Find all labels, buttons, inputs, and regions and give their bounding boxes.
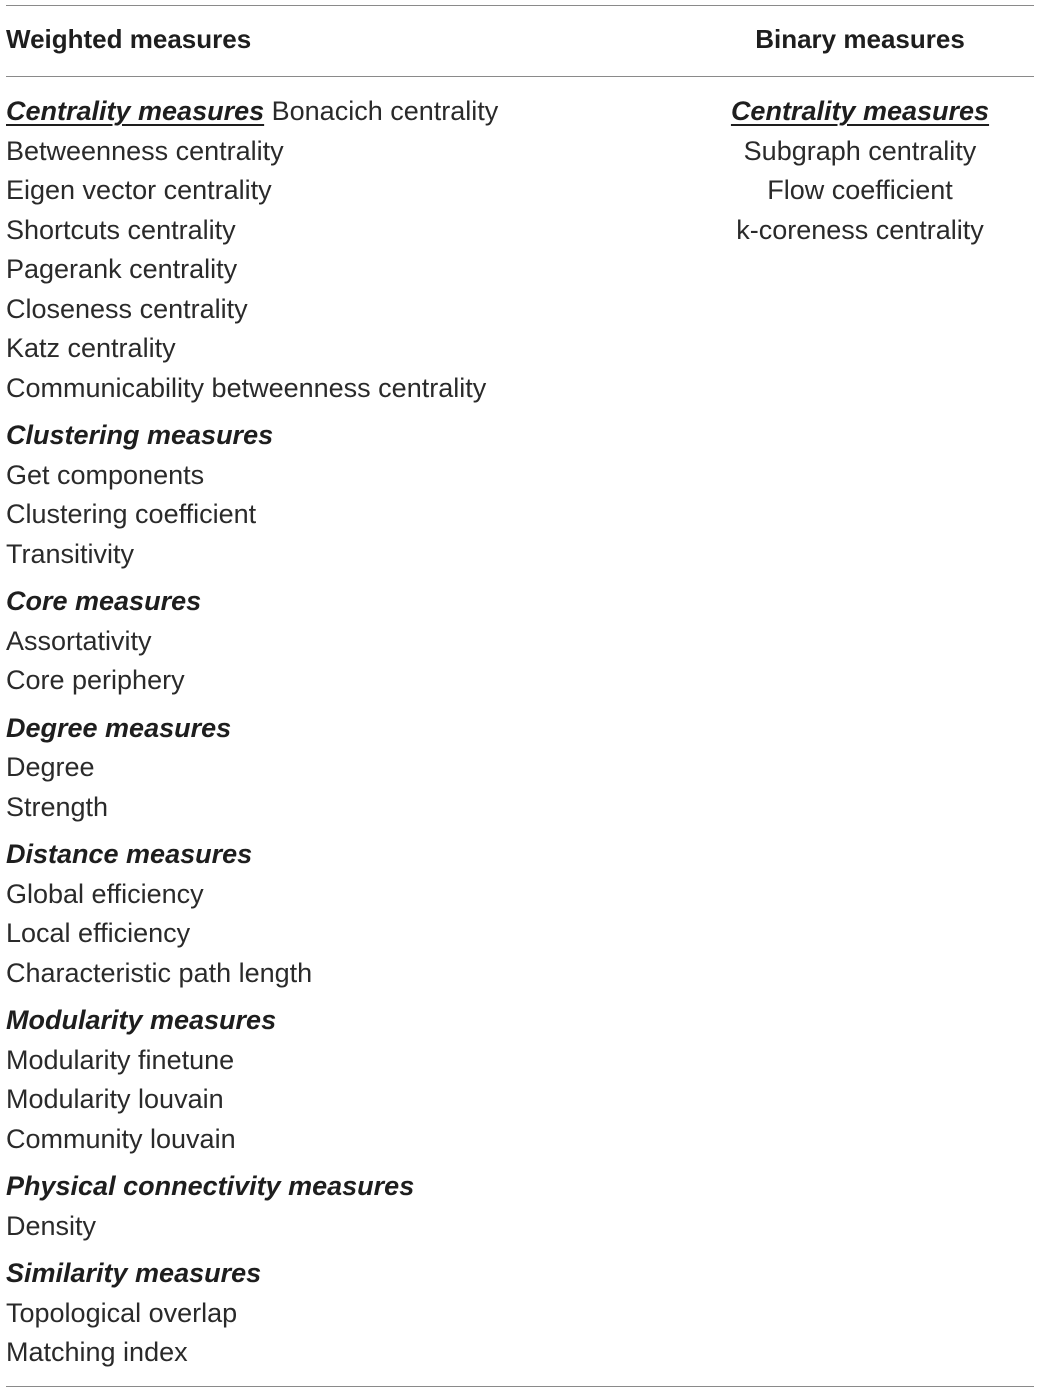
list-item: Matching index bbox=[6, 1337, 188, 1367]
group-heading: Core measures bbox=[6, 586, 202, 616]
list-item: Local efficiency bbox=[6, 918, 191, 948]
group-heading: Clustering measures bbox=[6, 420, 274, 450]
weighted-group-core bbox=[6, 582, 666, 701]
header-rule bbox=[6, 76, 1034, 77]
list-item: Katz centrality bbox=[6, 333, 176, 363]
group-heading: Similarity measures bbox=[6, 1258, 262, 1288]
weighted-measures-column bbox=[6, 92, 666, 1373]
group-heading: Distance measures bbox=[6, 839, 253, 869]
list-item: Clustering coefficient bbox=[6, 499, 257, 529]
list-item: Topological overlap bbox=[6, 1297, 238, 1328]
list-item: Degree bbox=[6, 752, 95, 782]
weighted-group-degree bbox=[6, 709, 666, 828]
list-item: Betweenness centrality bbox=[6, 135, 284, 166]
list-item: Flow coefficient bbox=[767, 175, 953, 205]
group-heading: Degree measures bbox=[6, 712, 232, 743]
weighted-group-distance bbox=[6, 835, 666, 993]
table-top-rule bbox=[6, 5, 1034, 6]
group-heading: Centrality measures bbox=[6, 96, 265, 126]
binary-group-centrality bbox=[690, 92, 1030, 250]
weighted-measures-header: Weighted measures bbox=[6, 24, 252, 54]
group-heading-line bbox=[690, 92, 1030, 132]
list-item: Get components bbox=[6, 459, 205, 490]
list-item: Assortativity bbox=[6, 625, 152, 656]
list-item: Pagerank centrality bbox=[6, 254, 238, 284]
group-heading-line bbox=[6, 92, 666, 132]
list-item: Subgraph centrality bbox=[743, 135, 977, 166]
list-item: Bonacich centrality bbox=[271, 96, 499, 126]
weighted-group-clustering bbox=[6, 416, 666, 574]
list-item: Modularity finetune bbox=[6, 1044, 235, 1075]
weighted-group-physical-connectivity bbox=[6, 1167, 666, 1246]
list-item: Characteristic path length bbox=[6, 957, 313, 988]
group-heading: Centrality measures bbox=[730, 96, 990, 126]
list-item: Density bbox=[6, 1210, 97, 1241]
list-item: Modularity louvain bbox=[6, 1084, 224, 1114]
weighted-group-centrality bbox=[6, 92, 666, 408]
list-item: Community louvain bbox=[6, 1123, 236, 1154]
group-heading: Physical connectivity measures bbox=[6, 1171, 415, 1201]
list-item: Strength bbox=[6, 791, 109, 822]
weighted-group-modularity bbox=[6, 1001, 666, 1159]
list-item: Shortcuts centrality bbox=[6, 214, 236, 245]
list-item: Global efficiency bbox=[6, 878, 204, 909]
list-item: Closeness centrality bbox=[6, 293, 248, 324]
list-item: k-coreness centrality bbox=[736, 214, 984, 245]
list-item: Transitivity bbox=[6, 538, 135, 569]
table-bottom-rule bbox=[6, 1386, 1034, 1387]
list-item: Eigen vector centrality bbox=[6, 175, 272, 205]
weighted-group-similarity bbox=[6, 1254, 666, 1373]
list-item: Communicability betweenness centrality bbox=[6, 372, 487, 403]
binary-measures-column bbox=[690, 92, 1030, 250]
group-heading: Modularity measures bbox=[6, 1005, 277, 1035]
list-item: Core periphery bbox=[6, 665, 185, 695]
binary-measures-header: Binary measures bbox=[755, 24, 965, 54]
